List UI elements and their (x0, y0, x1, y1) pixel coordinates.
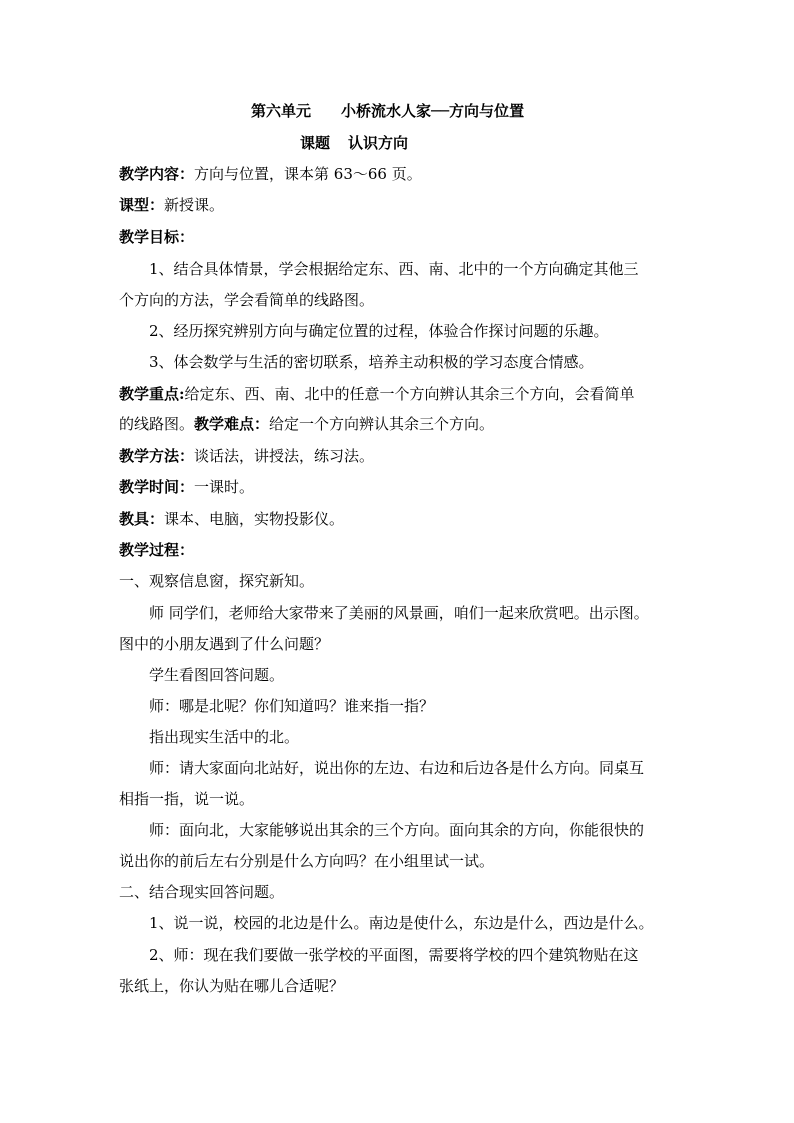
key-points-line-2 (119, 414, 494, 434)
difficulty-label: 教学难点： (194, 415, 270, 433)
section1-heading: 一、观察信息窗，探究新知。 (119, 572, 315, 590)
key-points-text-cont: 的线路图。 (119, 415, 195, 433)
goal-line: 1、结合具体情景，学会根据给定东、西、南、北中的一个方向确定其他三 (149, 260, 639, 278)
lesson-type-label: 课型： (119, 196, 165, 214)
tools-line (119, 509, 344, 529)
unit-label: 第六单元 (251, 102, 312, 120)
section2-line: 1、说一说，校园的北边是什么。南边是使什么，东边是什么，西边是什么。 (149, 914, 654, 932)
lesson-name: 认识方向 (348, 134, 409, 152)
teaching-content-text: 方向与位置，课本第 63～66 页。 (194, 165, 422, 183)
unit-title: 小桥流水人家──方向与位置 (341, 102, 525, 120)
goal-line: 个方向的方法，学会看简单的线路图。 (119, 291, 375, 309)
section1-line: 相指一指，说一说。 (119, 790, 255, 808)
goal-line: 2、经历探究辨别方向与确定位置的过程，体验合作探讨问题的乐趣。 (149, 322, 609, 340)
section2-line: 2、师：现在我们要做一张学校的平面图，需要将学校的四个建筑物贴在这 (149, 946, 639, 964)
lesson-type-line (119, 195, 224, 215)
section2-line: 张纸上，你认为贴在哪儿合适呢？ (119, 977, 345, 995)
time-text: 一课时。 (194, 478, 255, 496)
section1-line: 师 同学们，老师给大家带来了美丽的风景画，咱们一起来欣赏吧。出示图。 (149, 604, 649, 622)
section1-line: 师：面向北，大家能够说出其余的三个方向。面向其余的方向，你能很快的 (149, 821, 645, 839)
section1-line: 学生看图回答问题。 (149, 666, 285, 684)
section1-line: 指出现实生活中的北。 (149, 728, 300, 746)
section1-line: 师：哪是北呢？你们知道吗？谁来指一指？ (149, 697, 435, 715)
method-text: 谈话法，讲授法，练习法。 (194, 447, 375, 465)
lesson-label: 课题 (300, 134, 331, 152)
teaching-content-line (119, 164, 422, 184)
key-points-line (119, 384, 635, 404)
section1-line: 图中的小朋友遇到了什么问题？ (119, 635, 330, 653)
teaching-goals-line (119, 227, 194, 247)
process-label: 教学过程： (119, 541, 195, 559)
teaching-content-label: 教学内容： (119, 165, 195, 183)
lesson-type-text: 新授课。 (164, 196, 225, 214)
key-points-text: 给定东、西、南、北中的任意一个方向辨认其余三个方向，会看简单 (184, 385, 635, 403)
section2-heading: 二、结合现实回答问题。 (119, 883, 285, 901)
tools-text: 课本、电脑，实物投影仪。 (164, 510, 345, 528)
time-line (119, 477, 254, 497)
method-label: 教学方法： (119, 447, 195, 465)
process-line (119, 540, 194, 560)
difficulty-text: 给定一个方向辨认其余三个方向。 (269, 415, 495, 433)
key-points-label: 教学重点: (119, 385, 185, 403)
tools-label: 教具： (119, 510, 165, 528)
section1-line: 说出你的前后左右分别是什么方向吗？在小组里试一试。 (119, 852, 495, 870)
teaching-goals-label: 教学目标： (119, 228, 195, 246)
goal-line: 3、体会数学与生活的密切联系，培养主动积极的学习态度合情感。 (149, 353, 594, 371)
method-line (119, 446, 374, 466)
section1-line: 师：请大家面向北站好，说出你的左边、右边和后边各是什么方向。同桌互 (149, 759, 645, 777)
time-label: 教学时间： (119, 478, 195, 496)
